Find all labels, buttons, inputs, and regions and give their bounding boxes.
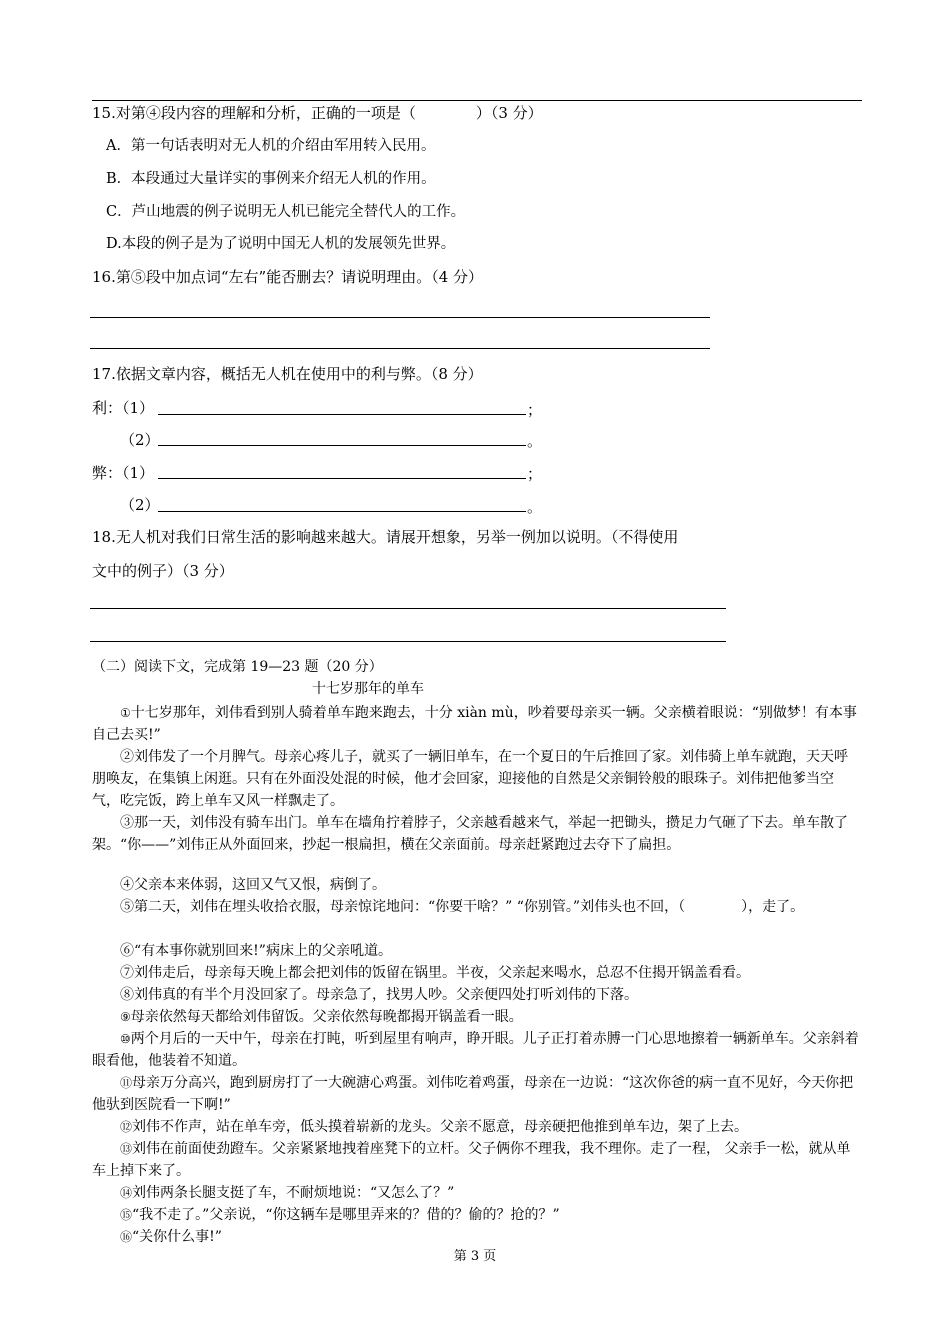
question-18-stem-line2: 文中的例子）（3 分） [92,562,234,580]
paragraph-number: ⑫ [120,1120,133,1134]
question-15-stem: 15.对第④段内容的理解和分析，正确的一项是（ ）（3 分） [92,104,543,122]
article-title: 十七岁那年的单车 [312,681,424,697]
paragraph-10: ⑩两个月后的一天中午，母亲在打盹，听到屋里有响声，睁开眼。儿子正打着赤膊一门心思地擦着一辆新单车。父亲斜着眼看他，他装着不知道。 [92,1031,859,1070]
con-answer-1-line[interactable] [158,478,526,479]
semicolon: ； [527,401,543,419]
paragraph-4: ④父亲本来体弱，这回又气又恨，病倒了。 [120,877,386,893]
paragraph-9: ⑨母亲依然每天都给刘伟留饭。父亲依然每晚都揭开锅盖看一眼。 [120,1009,523,1025]
question-17-stem: 17.依据文章内容，概括无人机在使用中的利与弊。（8 分） [92,365,483,383]
paragraph-number: ① [120,706,131,720]
page-number: 第 3 页 [453,1249,497,1264]
paragraph-number: ⑪ [120,1076,133,1090]
pro-item-2-label: （2） [120,431,160,449]
question-15-option-a: A．第一句话表明对无人机的介绍由军用转入民用。 [106,138,436,154]
paragraph-11: ⑪母亲万分高兴，跑到厨房打了一大碗溏心鸡蛋。刘伟吃着鸡蛋，母亲在一边说：“这次你爸的病一直不见好，今天你把他驮到医院看一下啊!” [92,1075,854,1114]
con-answer-2-line[interactable] [158,511,526,512]
paragraph-number: ⑮ [120,1208,133,1222]
pro-label: 利：（1） [92,399,155,417]
answer-line[interactable] [90,608,726,609]
paragraph-5: ⑤第二天，刘伟在埋头收拾衣服，母亲惊诧地问：“你要干啥？” “你别管。”刘伟头也不回，（ ），走了。 [120,899,805,915]
paragraph-2: ②刘伟发了一个月脾气。母亲心疼儿子，就买了一辆旧单车，在一个夏日的午后推回了家。刘伟骑上单车就跑，天天呼朋唤友，在集镇上闲逛。只有在外面没处混的时候，他才会回家，迎接他的自然是父亲铜铃般的眼珠子。刘伟把他爹当空气，吃完饭，跨上单车又风一样飘走了。 [92,749,848,810]
question-15-option-d: D.本段的例子是为了说明中国无人机的发展领先世界。 [106,236,456,252]
paragraph-14: ⑭刘伟两条长腿支挺了车，不耐烦地说：“又怎么了？” [120,1185,455,1201]
paragraph-1: ①十七岁那年，刘伟看到别人骑着单车跑来跑去，十分 xiàn mù，吵着要母亲买一辆。父亲横着眼说：“别做梦！有本事自己去买!” [92,705,857,744]
con-item-2-label: （2） [120,496,160,514]
answer-line[interactable] [90,348,710,349]
paragraph-13: ⑬刘伟在前面使劲蹬车。父亲紧紧地拽着座凳下的立杆。父子俩你不理我，我不理你。走了一程， 父亲手一松，就从单车上掉下来了。 [92,1141,851,1180]
answer-line[interactable] [90,317,710,318]
paragraph-6: ⑥“有本事你就别回来!”病床上的父亲吼道。 [120,943,392,959]
paragraph-number: ⑬ [120,1142,133,1156]
pro-answer-2-line[interactable] [158,445,526,446]
semicolon: ； [527,465,543,483]
paragraph-number: ⑩ [120,1032,131,1046]
paragraph-15: ⑮“我不走了。”父亲说，“你这辆车是哪里弄来的？借的？偷的？抢的？” [120,1207,560,1223]
question-15-option-c: C．芦山地震的例子说明无人机已能完全替代人的工作。 [106,204,466,220]
question-18-stem-line1: 18.无人机对我们日常生活的影响越来越大。请展开想象，另举一例加以说明。（不得使用 [92,528,679,546]
paragraph-8: ⑧刘伟真的有半个月没回家了。母亲急了，找男人吵。父亲便四处打听刘伟的下落。 [120,987,638,1003]
paragraph-number: ⑭ [120,1186,133,1200]
paragraph-3: ③那一天，刘伟没有骑车出门。单车在墙角拧着脖子，父亲越看越来气，举起一把锄头，攒足力气砸了下去。单车散了架。“你——”刘伟正从外面回来，抄起一根扁担，横在父亲面前。母亲赶紧跑过去夺下了扁担。 [92,815,848,854]
period: 。 [527,498,543,516]
con-label: 弊：（1） [92,464,155,482]
answer-line[interactable] [90,641,726,642]
paragraph-number: ⑯ [120,1230,133,1244]
period: 。 [527,432,543,450]
paragraph-16: ⑯“关你什么事!” [120,1229,222,1245]
paragraph-number: ⑨ [120,1010,131,1024]
question-16-stem: 16.第⑤段中加点词“左右”能否删去？请说明理由。（4 分） [92,268,484,286]
paragraph-12: ⑫刘伟不作声，站在单车旁，低头摸着崭新的龙头。父亲不愿意，母亲硬把他推到单车边，架了上去。 [120,1119,749,1135]
header-rule [92,100,862,101]
paragraph-7: ⑦刘伟走后，母亲每天晚上都会把刘伟的饭留在锅里。半夜，父亲起来喝水，总忍不住揭开锅盖看看。 [120,965,750,981]
pro-answer-1-line[interactable] [158,414,526,415]
section-heading: （二）阅读下文，完成第 19—23 题（20 分） [92,659,383,675]
question-15-option-b: B．本段通过大量详实的事例来介绍无人机的作用。 [106,171,436,187]
